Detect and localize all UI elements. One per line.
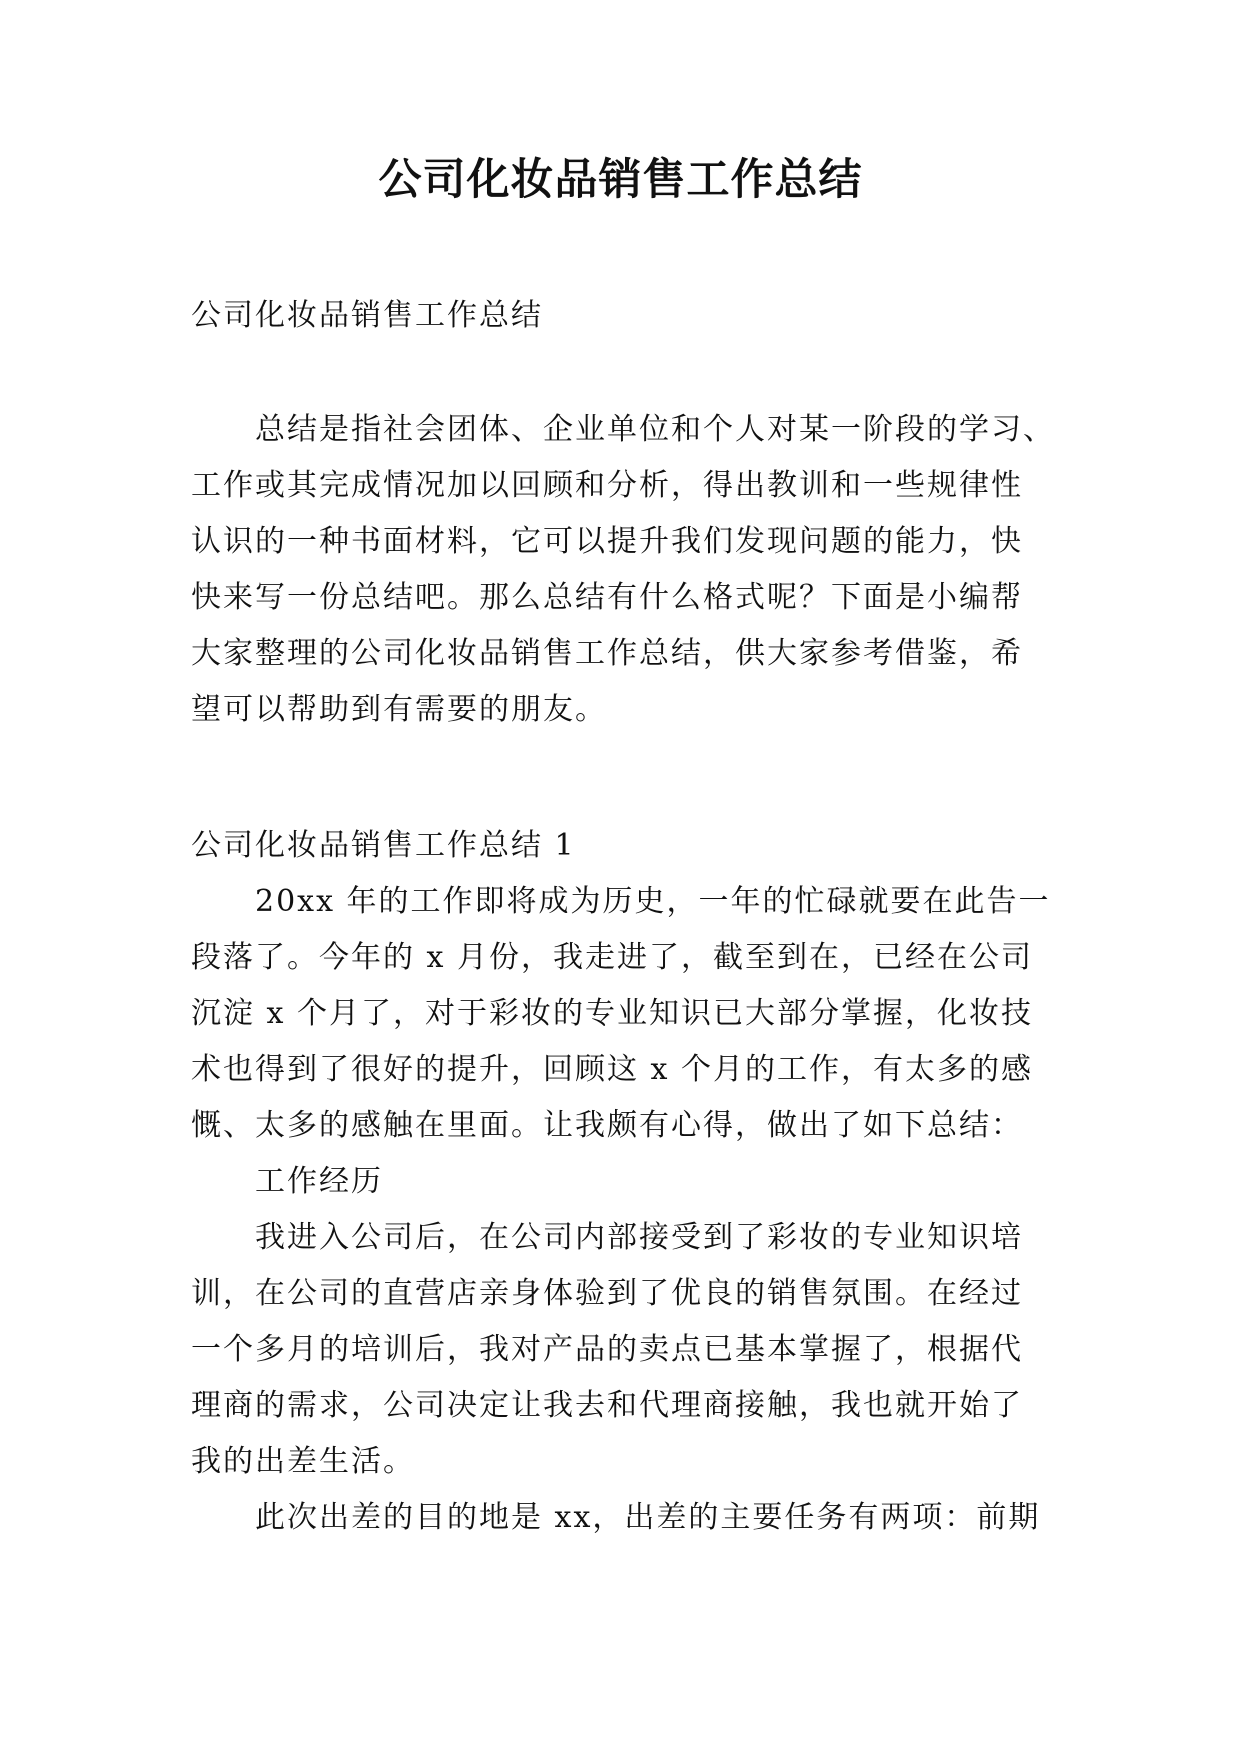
subtitle-line: 公司化妆品销售工作总结	[191, 298, 543, 333]
paragraph-line: 望可以帮助到有需要的朋友。	[191, 692, 607, 727]
section-heading-text: 公司化妆品销售工作总结 1	[191, 828, 576, 863]
document-title: 公司化妆品销售工作总结	[378, 155, 863, 205]
paragraph-line: 快来写一份总结吧。那么总结有什么格式呢？下面是小编帮	[191, 580, 1023, 615]
paragraph-line: 总结是指社会团体、企业单位和个人对某一阶段的学习、	[255, 412, 1055, 447]
paragraph-line: 慨、太多的感触在里面。让我颇有心得，做出了如下总结：	[191, 1108, 1023, 1143]
paragraph-line: 训，在公司的直营店亲身体验到了优良的销售氛围。在经过	[191, 1276, 1023, 1311]
section-body	[191, 874, 1051, 1546]
section-heading	[191, 818, 1051, 874]
paragraph-line: 理商的需求，公司决定让我去和代理商接触，我也就开始了	[191, 1388, 1023, 1423]
paragraph-line: 大家整理的公司化妆品销售工作总结，供大家参考借鉴，希	[191, 636, 1023, 671]
paragraph-line: 一个多月的培训后，我对产品的卖点已基本掌握了，根据代	[191, 1332, 1023, 1367]
paragraph-line: 段落了。今年的 x 月份，我走进了，截至到在，已经在公司	[191, 940, 1033, 975]
paragraph-line: 工作或其完成情况加以回顾和分析，得出教训和一些规律性	[191, 468, 1023, 503]
paragraph-line: 术也得到了很好的提升，回顾这 x 个月的工作，有太多的感	[191, 1052, 1033, 1087]
paragraph-line: 20xx 年的工作即将成为历史，一年的忙碌就要在此告一	[255, 884, 1051, 919]
paragraph-line: 此次出差的目的地是 xx，出差的主要任务有两项：前期	[255, 1500, 1041, 1535]
paragraph-line: 认识的一种书面材料，它可以提升我们发现问题的能力，快	[191, 524, 1023, 559]
subheading-work-experience: 工作经历	[255, 1164, 383, 1199]
document-subtitle	[191, 288, 1051, 344]
paragraph-line: 我的出差生活。	[191, 1444, 415, 1479]
intro-paragraph	[191, 402, 1055, 738]
paragraph-line: 沉淀 x 个月了，对于彩妆的专业知识已大部分掌握，化妆技	[191, 996, 1033, 1031]
paragraph-line: 我进入公司后，在公司内部接受到了彩妆的专业知识培	[255, 1220, 1023, 1255]
